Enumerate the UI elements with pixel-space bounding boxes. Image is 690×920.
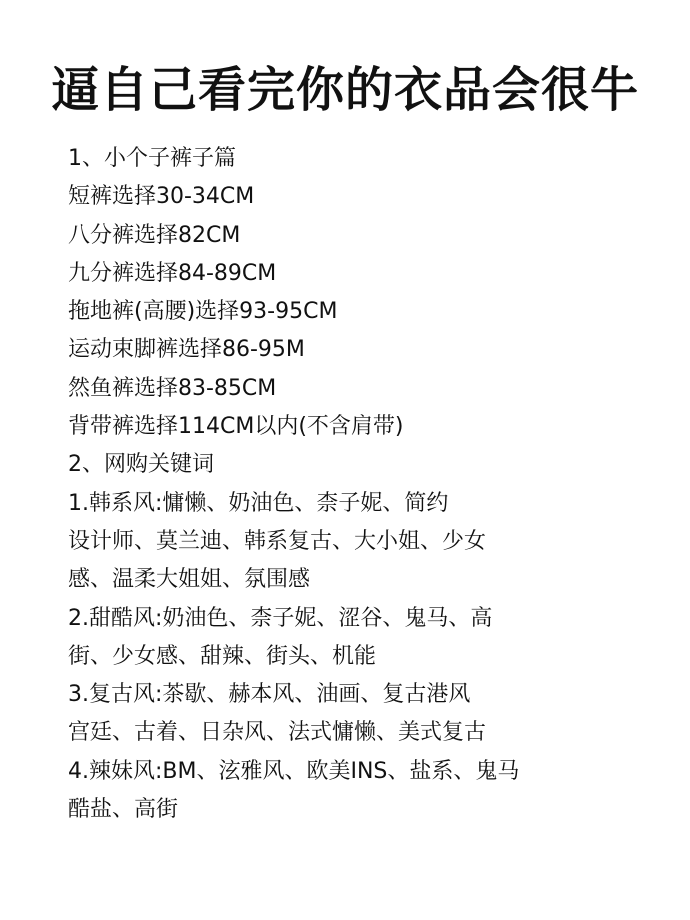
text-line: 八分裤选择82CM xyxy=(68,222,241,248)
text-line: 短裤选择30-34CM xyxy=(68,184,255,210)
text-line: 街、少女感、甜辣、街头、机能 xyxy=(68,643,377,669)
text-line: 宫廷、古着、日杂风、法式慵懒、美式复古 xyxy=(68,720,487,746)
section-heading-pants: 1、小个子裤子篇 xyxy=(68,146,236,171)
text-line: 背带裤选择114CM以内(不含肩带) xyxy=(68,414,404,440)
text-line: 设计师、莫兰迪、韩系复古、大小姐、少女 xyxy=(68,528,487,554)
body-text xyxy=(68,140,668,829)
text-line: 然鱼裤选择83-85CM xyxy=(68,375,277,401)
text-line: 拖地裤(高腰)选择93-95CM xyxy=(68,299,338,325)
text-line: 1.韩系风:慵懒、奶油色、柰子妮、简约 xyxy=(68,490,449,516)
page-title: 逼自己看完你的衣品会很牛 xyxy=(50,62,639,118)
text-line: 2.甜酷风:奶油色、柰子妮、涩谷、鬼马、高 xyxy=(68,605,493,631)
text-line: 4.辣妹风:BM、泫雅风、欧美INS、盐系、鬼马 xyxy=(68,758,520,784)
text-line: 感、温柔大姐姐、氛围感 xyxy=(68,567,311,593)
section-heading-keywords: 2、网购关键词 xyxy=(68,452,214,478)
text-line: 酷盐、高街 xyxy=(68,797,179,823)
text-line: 运动束脚裤选择86-95M xyxy=(68,337,305,363)
text-line: 3.复古风:茶歇、赫本风、油画、复古港风 xyxy=(68,682,471,708)
text-line: 九分裤选择84-89CM xyxy=(68,260,277,286)
